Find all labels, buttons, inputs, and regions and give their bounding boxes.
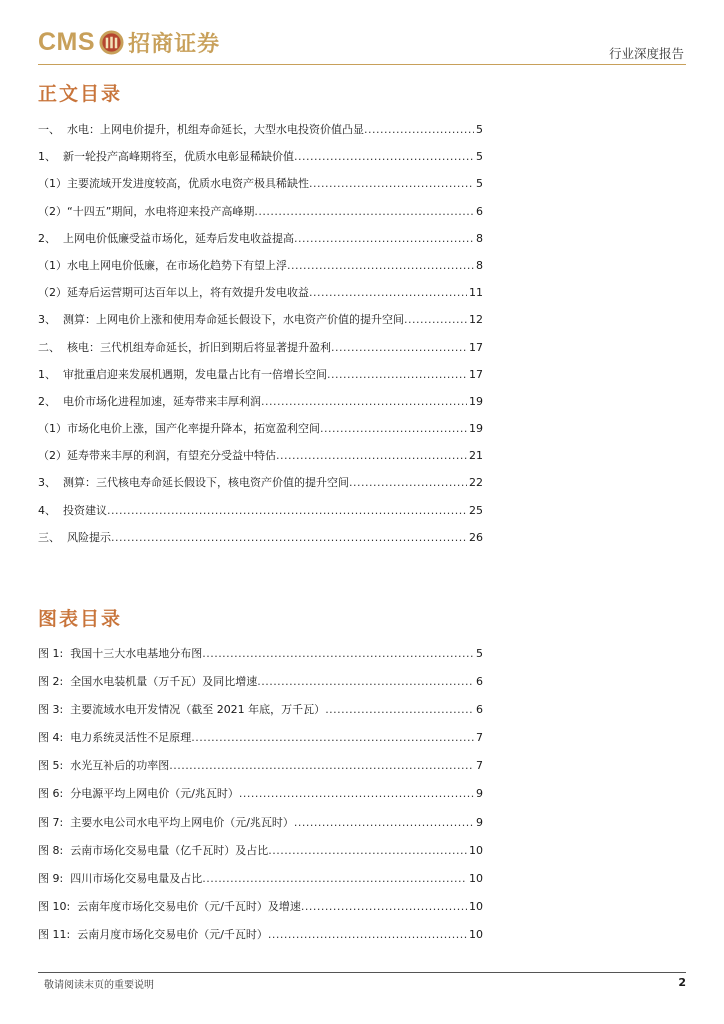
- toc-list: [38, 121, 483, 556]
- toc-entry-page: 5: [476, 177, 483, 191]
- toc-entry-label: 3、 测算：三代核电寿命延长假设下，核电资产价值的提升空间: [38, 476, 349, 490]
- figure-entry-page: 7: [476, 731, 483, 745]
- figure-entry-page: 6: [476, 703, 483, 717]
- figure-entry-label: 图 6: 分电源平均上网电价（元/兆瓦时）: [38, 787, 239, 801]
- dot-leader: [202, 647, 474, 660]
- toc-entry-page: 5: [476, 150, 483, 164]
- toc-entry-label: 二、 核电：三代机组寿命延长，折旧到期后将显著提升盈利: [38, 340, 331, 354]
- dot-leader: [202, 872, 467, 885]
- toc-entry-label: （1）水电上网电价低廉，在市场化趋势下有望上浮: [38, 258, 287, 272]
- figure-list-title: 图表目录: [38, 608, 123, 630]
- figure-entry[interactable]: [38, 814, 483, 842]
- toc-entry[interactable]: [38, 393, 483, 420]
- figure-entry-label: 图 5: 水光互补后的功率图: [38, 759, 170, 773]
- toc-entry-page: 12: [469, 313, 483, 327]
- figure-entry[interactable]: [38, 926, 483, 954]
- toc-entry-page: 21: [469, 449, 483, 463]
- figure-entry-label: 图 10: 云南年度市场化交易电价（元/千瓦时）及增速: [38, 899, 301, 913]
- figure-entry[interactable]: [38, 757, 483, 785]
- figure-entry-label: 图 9: 四川市场化交易电量及占比: [38, 871, 203, 885]
- figure-list: [38, 645, 483, 954]
- dot-leader: [169, 759, 474, 772]
- dot-leader: [268, 928, 467, 941]
- figure-entry-page: 9: [476, 815, 483, 829]
- toc-entry[interactable]: [38, 203, 483, 230]
- dot-leader: [331, 341, 467, 354]
- dot-leader: [325, 703, 474, 716]
- toc-entry-page: 8: [476, 258, 483, 272]
- toc-entry-label: 4、 投资建议: [38, 503, 107, 517]
- toc-entry-label: （2）延寿带来丰厚的利润，有望充分受益中特估: [38, 449, 276, 463]
- figure-entry-label: 图 7: 主要水电公司水电平均上网电价（元/兆瓦时）: [38, 815, 294, 829]
- page-number: 2: [678, 976, 686, 989]
- toc-entry[interactable]: [38, 121, 483, 148]
- figure-entry-page: 6: [476, 675, 483, 689]
- dot-leader: [111, 531, 467, 544]
- footer-divider: [38, 972, 686, 973]
- dot-leader: [404, 313, 467, 326]
- figure-entry[interactable]: [38, 729, 483, 757]
- dot-leader: [309, 286, 467, 299]
- toc-entry-label: （2）“十四五”期间，水电将迎来投产高峰期: [38, 204, 255, 218]
- figure-entry[interactable]: [38, 870, 483, 898]
- dot-leader: [107, 504, 467, 517]
- dot-leader: [349, 476, 467, 489]
- report-type-label: 行业深度报告: [608, 46, 684, 61]
- cms-logo: [38, 28, 220, 56]
- toc-entry[interactable]: [38, 502, 483, 529]
- toc-title: 正文目录: [38, 83, 123, 105]
- dot-leader: [294, 816, 474, 829]
- figure-entry-label: 图 11: 云南月度市场化交易电价（元/千瓦时）: [38, 927, 268, 941]
- toc-entry-page: 8: [476, 231, 483, 245]
- figure-entry[interactable]: [38, 842, 483, 870]
- toc-entry-page: 17: [469, 340, 483, 354]
- figure-entry-page: 10: [469, 899, 483, 913]
- toc-entry-page: 11: [469, 286, 483, 300]
- dot-leader: [268, 844, 467, 857]
- footer-disclaimer: 敬请阅读末页的重要说明: [44, 980, 154, 991]
- header-divider: [38, 64, 686, 65]
- figure-entry[interactable]: [38, 673, 483, 701]
- dot-leader: [261, 395, 467, 408]
- toc-entry-label: （2）延寿后运营期可达百年以上，将有效提升发电收益: [38, 286, 309, 300]
- dot-leader: [239, 787, 474, 800]
- toc-entry-page: 17: [469, 367, 483, 381]
- dot-leader: [294, 232, 474, 245]
- toc-entry[interactable]: [38, 474, 483, 501]
- toc-entry[interactable]: [38, 420, 483, 447]
- toc-entry[interactable]: [38, 257, 483, 284]
- toc-entry[interactable]: [38, 366, 483, 393]
- figure-entry-page: 7: [476, 759, 483, 773]
- toc-entry[interactable]: [38, 230, 483, 257]
- toc-entry-page: 26: [469, 530, 483, 544]
- figure-entry[interactable]: [38, 785, 483, 813]
- toc-entry-label: 1、 审批重启迎来发展机遇期，发电量占比有一倍增长空间: [38, 367, 327, 381]
- toc-entry-label: 三、 风险提示: [38, 530, 111, 544]
- figure-entry-label: 图 2: 全国水电装机量（万千瓦）及同比增速: [38, 675, 258, 689]
- figure-entry-label: 图 3: 主要流域水电开发情况（截至 2021 年底，万千瓦）: [38, 703, 326, 717]
- dot-leader: [309, 177, 474, 190]
- dot-leader: [327, 368, 467, 381]
- logo-latin-text: CMS: [38, 27, 96, 56]
- toc-entry[interactable]: [38, 148, 483, 175]
- figure-entry[interactable]: [38, 701, 483, 729]
- figure-entry[interactable]: [38, 898, 483, 926]
- toc-entry[interactable]: [38, 339, 483, 366]
- figure-entry[interactable]: [38, 645, 483, 673]
- dot-leader: [364, 123, 474, 136]
- toc-entry-page: 19: [469, 422, 483, 436]
- dot-leader: [320, 422, 467, 435]
- figure-entry-label: 图 1: 我国十三大水电基地分布图: [38, 647, 203, 660]
- toc-entry-label: 2、 电价市场化进程加速，延寿带来丰厚利润: [38, 394, 261, 408]
- figure-entry-page: 10: [469, 871, 483, 885]
- figure-entry-page: 9: [476, 787, 483, 801]
- toc-entry-label: （1）主要流域开发进度较高，优质水电资产极具稀缺性: [38, 177, 309, 191]
- toc-entry-page: 22: [469, 476, 483, 490]
- toc-entry-page: 19: [469, 394, 483, 408]
- dot-leader: [254, 205, 474, 218]
- toc-entry-label: 3、 测算：上网电价上涨和使用寿命延长假设下，水电资产价值的提升空间: [38, 313, 404, 327]
- dot-leader: [294, 150, 474, 163]
- dot-leader: [191, 731, 474, 744]
- figure-entry-page: 5: [476, 647, 483, 660]
- cms-emblem-icon: [99, 30, 124, 55]
- figure-entry-label: 图 8: 云南市场化交易电量（亿千瓦时）及占比: [38, 843, 269, 857]
- dot-leader: [276, 449, 467, 462]
- figure-entry-page: 10: [469, 843, 483, 857]
- figure-entry-label: 图 4: 电力系统灵活性不足原理: [38, 731, 192, 745]
- toc-entry-label: 2、 上网电价低廉受益市场化，延寿后发电收益提高: [38, 231, 294, 245]
- dot-leader: [257, 675, 474, 688]
- toc-entry-page: 6: [476, 204, 483, 218]
- toc-entry[interactable]: [38, 284, 483, 311]
- toc-entry[interactable]: [38, 175, 483, 202]
- toc-entry-label: 1、 新一轮投产高峰期将至，优质水电彰显稀缺价值: [38, 150, 294, 164]
- logo-chinese-text: 招商证券: [128, 31, 221, 57]
- toc-entry-label: 一、 水电：上网电价提升，机组寿命延长，大型水电投资价值凸显: [38, 123, 364, 136]
- dot-leader: [301, 900, 467, 913]
- dot-leader: [287, 259, 474, 272]
- toc-entry-page: 25: [469, 503, 483, 517]
- toc-entry[interactable]: [38, 447, 483, 474]
- figure-entry-page: 10: [469, 927, 483, 941]
- toc-entry[interactable]: [38, 311, 483, 338]
- toc-entry-page: 5: [476, 123, 483, 136]
- toc-entry[interactable]: [38, 529, 483, 556]
- toc-entry-label: （1）市场化电价上涨，国产化率提升降本，拓宽盈利空间: [38, 422, 320, 436]
